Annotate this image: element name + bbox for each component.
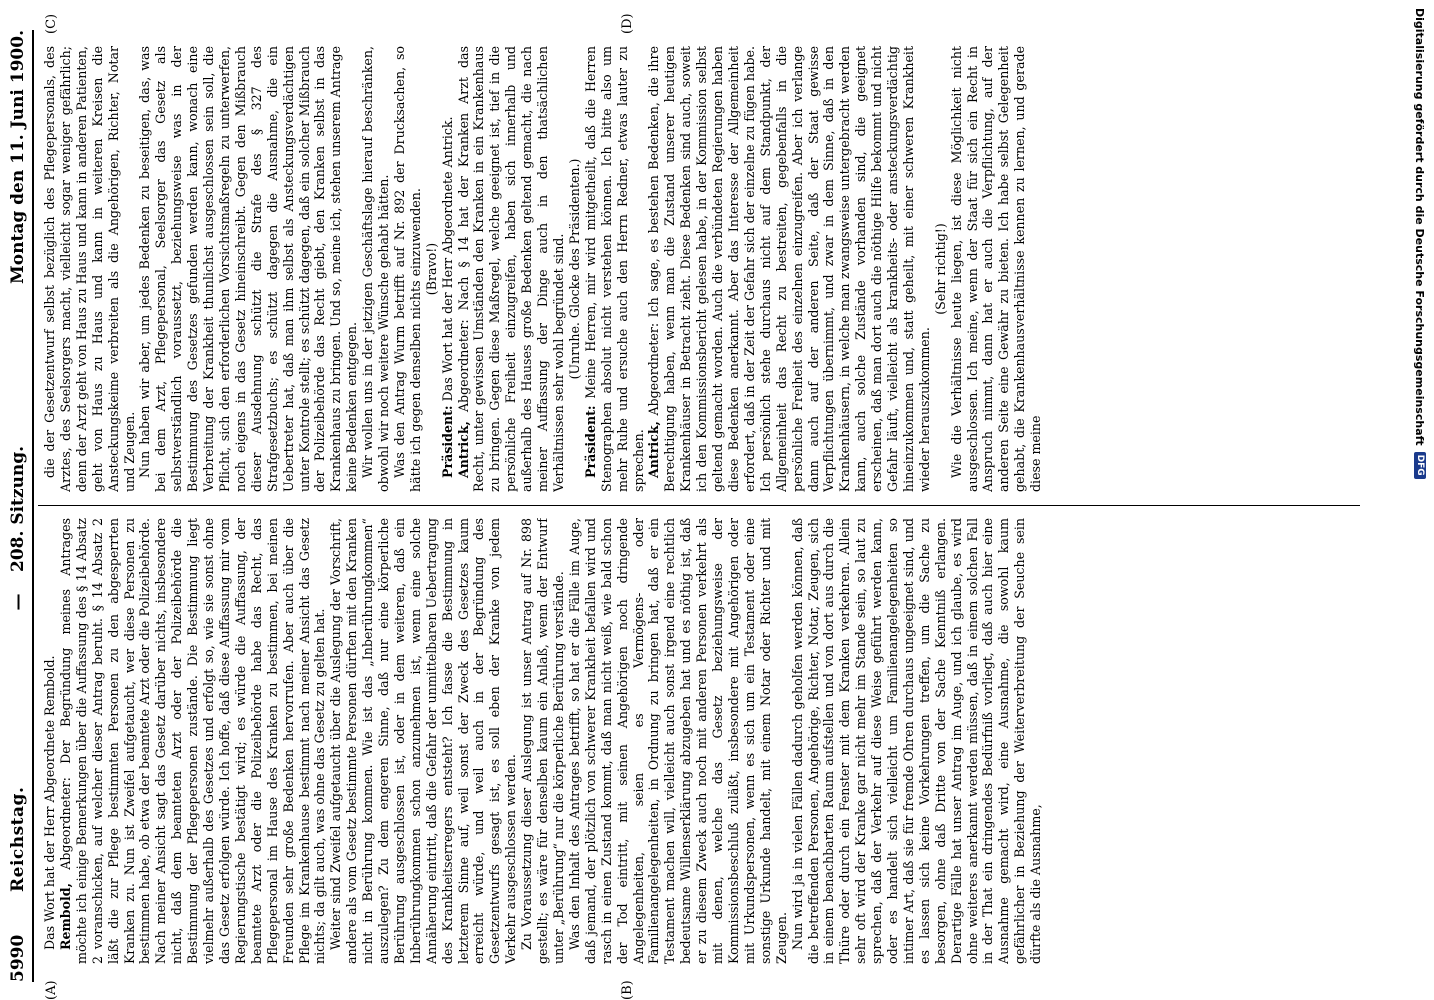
speaker-name: Antrick, [455, 421, 471, 478]
text-paragraph: Wir wollen uns in der jetzigen Geschäftslage hierauf beschränken, obwohl wir noch weitere Wünsche gehabt hätten. [360, 46, 392, 492]
speech-paragraph [440, 46, 456, 492]
dfg-logo: DFG [1414, 452, 1426, 479]
margin-marker-a: (A) [44, 980, 59, 1000]
text-paragraph: Was den Inhalt des Antrages betrifft, so hat er die Fälle im Auge, daß jemand, der plötzlich von schwerer Krankheit befallen wird und rasch in einen Zustand kommt, daß man nicht weiß, wie bald schon der Tod eintritt, mit seinen Angehörigen noch dringende Angelegenheiten, seien es Vermögens- oder Familienangelegenheiten, in Ordnung zu bringen hat, daß er ein Testament machen will, vielleicht auch sonst irgend eine rechtlich bedeutsame Willenserklärung abzugeben hat und es nöthig ist, daß er zu diesem Zweck auch noch mit anderen Personen verkehrt als mit denen, welche das Gesetz beziehungsweise der Kommissionsbeschluß zuläßt, insbesondere mit Angehörigen oder mit Urkundspersonen, wenn es sich um ein Testament oder eine sonstige Urkunde handelt, mit einem Notar oder Richter und mit Zeugen. [566, 518, 789, 964]
margin-marker-c: (C) [44, 13, 59, 34]
speech-paragraph [456, 46, 567, 492]
speech-paragraph [58, 518, 328, 964]
text-paragraph: Das Wort hat der Herr Abgeordnete Rembold. [42, 655, 57, 950]
text-paragraph: Nun haben wir aber, um jedes Bedenken zu beseitigen, das, was bei dem Arzt, Pflegepersonal, Seelsorger das Gesetz als selbstverständlich voraussetzt, beziehungsweise was in der Bestimmung des Gesetzes gefunden werden kann, wonach eine Verbreitung der Krankheit thunlichst ausgeschlossen sein soll, die Pflicht, sich den erforderlichen Vorsichtsmaßregeln zu unterwerfen, noch eigens in das Gesetz hineinschreibt. Gegen den Mißbrauch dieser Ausdehnung schützt die Strafe des § 327 des Strafgesetzbuchs; es schützt dagegen die Ausnahme, die ein Uebertreter hat, daß man ihm selbst als Ansteckungsverdächtigen unter Kontrole stellt; es schützt dagegen, daß ein solcher Mißbrauch der Polizeibehörde das Recht giebt, den Kranken selbst in das Krankenhaus zu bringen. Und so, meine ich, stehen unserem Antrage keine Bedenken entgegen. [137, 46, 360, 492]
header-rule [32, 30, 34, 982]
text-paragraph: Wie die Verhältnisse heute liegen, ist diese Möglichkeit nicht ausgeschlossen. Ich meine, wenn der Staat für sich ein Recht in Anspruch nimmt, dann hat er auch die Verpflichtung, auf der anderen Seite eine Gewähr zu bieten. Ich habe selbst Gelegenheit gehabt, die Krankenhausverhältnisse kennen zu lernen, und gerade diese meine [948, 46, 1044, 492]
speaker-name: Rembold, [57, 883, 73, 950]
column-divider [38, 505, 1360, 506]
speech-text: Meine Herren, mir wird mitgetheilt, daß die Herren Stenographen absolut nicht verstehen können. Ich bitte also um mehr Ruhe und ersuche auch den Herrn Redner, etwas lauter zu sprechen. [582, 46, 646, 492]
interjection: (Bravo!) [423, 242, 439, 296]
digitization-credit: Digitalisierung gefördert durch die Deutsche Forschungsgemeinschaft [1413, 8, 1427, 446]
assembly-title: Reichstag. [8, 786, 28, 892]
right-text-column [42, 46, 1360, 492]
session-number: 208. Sitzung. [8, 445, 28, 572]
interjection: (Sehr richtig!) [932, 223, 948, 315]
session-date: Montag den 11. Juni 1900. [8, 30, 28, 285]
speaker-name: Präsident: [439, 405, 455, 478]
margin-marker-b: (B) [620, 980, 635, 1000]
text-paragraph: Nun wird ja in vielen Fällen dadurch geholfen werden können, daß die betreffenden Personen, Angehörige, Richter, Notar, Zeugen, sich in einem benachbarten Raum aufstellen und von dort aus durch die Thüre oder durch ein Fenster mit dem Kranken verkehren. Allein sehr oft wird der Kranke gar nicht mehr im Stande sein, so laut zu sprechen, daß der Verkehr auf diese Weise geführt werden kann, oder es handelt sich vielleicht um Familienangelegenheiten so intimer Art, daß sie für fremde Ohren durchaus ungeeignet sind, und es lassen sich keine Vorkehrungen treffen, um die Sache zu besorgen, ohne daß Dritte von der Sache Kenntniß erlangen. Derartige Fälle hat unser Antrag im Auge, und ich glaube, es wird ohne weiteres anerkannt werden müssen, daß in einem solchen Fall in der That ein dringendes Bedürfniß vorliegt, daß auch hier eine Ausnahme gemacht wird, eine Ausnahme, die sowohl kaum gefährlicher in Beziehung der Weiterverbreitung der Seuche sein dürfte als die Ausnahme, [789, 518, 1044, 964]
header-dash: — [8, 593, 28, 611]
speaker-name: Präsident: [582, 405, 598, 478]
speech-text: Abgeordneter: Ich sage, es bestehen Bedenken, die ihre Berechtigung haben, wenn man die Zustand unserer heutigen Krankenhäuser in Betracht zieht. Diese Bedenken sind auch, soweit ich den Kommissionsbericht gelesen habe, in der Kommission selbst geltend gemacht worden. Auch die verbündeten Regierungen haben diese Bedenken anerkannt. Aber das Interesse der Allgemeinheit erfordert, daß in der Zeit der Gefahr sich der einzelne zu fügen habe. Ich persönlich stehe durchaus nicht auf dem Standpunkt, der Allgemeinheit das Recht zu bestreiten, gegebenfalls in die persönliche Freiheit des einzelnen einzugreifen. Aber ich verlange dann auch auf der anderen Seite, daß der Staat gewisse Verpflichtungen übernimmt, und zwar in dem Sinne, daß in den Krankenhäusern, in welche man zwangsweise untergebracht werden kann, auch solche Zustände vorhanden sind, die geeignet erscheinen, daß man dort auch die nöthige Hilfe bekommt und nicht Gefahr läuft, vielleicht als krankheits- oder ansteckungsverdächtig hineinzukommen und, statt geheilt, mit einer schweren Krankheit wieder herauszukommen. [646, 46, 932, 492]
digitization-sidebar [1414, 8, 1434, 998]
speech-paragraph [583, 46, 647, 492]
speaker-name: Antrick, [646, 421, 662, 478]
speech-paragraph [646, 46, 932, 492]
left-text-column [42, 518, 1360, 964]
text-paragraph: Was den Antrag Wurm betrifft auf Nr. 892 der Drucksachen, so hätte ich gegen denselben nichts einzuwenden. [391, 46, 423, 492]
text-paragraph: Weiter sind Zweifel aufgetaucht über die Auslegung der Vorschrift, andere als vom Gesetz bestimmte Personen dürften mit den Kranken nicht in Berührung kommen. Wie ist das „Inberührungkommen“ auszulegen? Zu dem engeren Sinne, daß nur eine körperliche Berührung ausgeschlossen ist, oder in dem weiteren, daß ein Inberührungkommen schon anzunehmen ist, wenn eine solche Annäherung eintritt, daß die Gefahr der unmittelbaren Uebertragung des Krankheitserregers entsteht? Ich fasse die Bestimmung in letzterem Sinne auf, weil sonst der Zweck des Gesetzes kaum erreicht würde, und weil auch in der Begründung des Gesetzentwurfs gesagt ist, es soll eben der Kranke von jedem Verkehr ausgeschlossen werden. [328, 518, 519, 964]
page-number: 5990 [8, 934, 28, 982]
page-header [2, 30, 28, 982]
text-paragraph: die der Gesetzentwurf selbst bezüglich des Pflegepersonals, des Arztes, des Seelsorgers macht, vielleicht sogar weniger gefährlich; denn der Arzt geht von Haus zu Haus und kann in anderen Patienten, geht von Haus zu Haus und kann in weiteren Kreisen die Ansteckungskeime verbreiten als die Angehörigen, Richter, Notar und Zeugen. [42, 46, 137, 492]
speech-text: Abgeordneter: Nach § 14 hat der Kranken Arzt das Recht, unter gewissen Umständen den Kranken in ein Krankenhaus zu bringen. Gegen diese Maßregel, welche geeignet ist, tief in die persönliche Freiheit einzugreifen, haben sich innerhalb und außerhalb des Hauses große Bedenken geltend gemacht, die nach meiner Auffassung der Dinge auch in den thatsächlichen Verhältnissen sehr wohl begründet sind. [455, 46, 566, 492]
margin-marker-d: (D) [620, 13, 635, 34]
speech-text: Abgeordneter: Der Begründung meines Antrages möchte ich einige Bemerkungen über die Auffassung des § 14 Absatz 2 voranschicken, auf welcher dieser Antrag beruht. § 14 Absatz 2 läßt die zur Pflege bestimmten Personen zu den abgesperrten Kranken zu. Nun ist Zweifel aufgetaucht, wer diese Personen zu bestimmen habe, ob etwa der beamtete Arzt oder die Polizeibehörde. Nach meiner Ansicht sagt das Gesetz darüber nichts, insbesondere nicht, daß dem beamteten Arzt oder der Polizeibehörde die Bestimmung der Pflegepersonen zustände. Die Bestimmung liegt vielmehr außerhalb des Gesetzes und erfolgt so, wie sie sonst ohne das Gesetz erfolgen würde. Ich hoffe, daß diese Auffassung mir vom Regierungstische bestätigt wird; es würde die Auffassung, der beamtete Arzt oder die Polizeibehörde habe das Recht, das Pflegepersonal im Hause des Kranken zu bestimmen, bei meinen Freunden sehr große Bedenken hervorrufen. Aber auch über die Pflege im Krankenhause bestimmt nach meiner Ansicht das Gesetz nichts; da gilt auch, was ohne das Gesetz zu gelten hat. [57, 518, 328, 964]
interjection: (Unruhe. Glocke des Präsidenten.) [566, 158, 582, 380]
text-paragraph: Zu Voraussetzung dieser Auslegung ist unser Antrag auf Nr. 898 gestellt; es wäre für denselben kaum ein Anlaß, wenn der Entwurf unter „Berührung“ nur die körperliche Berührung verstände. [519, 518, 566, 964]
speech-text: Das Wort hat der Herr Abgeordnete Antrick. [439, 116, 455, 406]
